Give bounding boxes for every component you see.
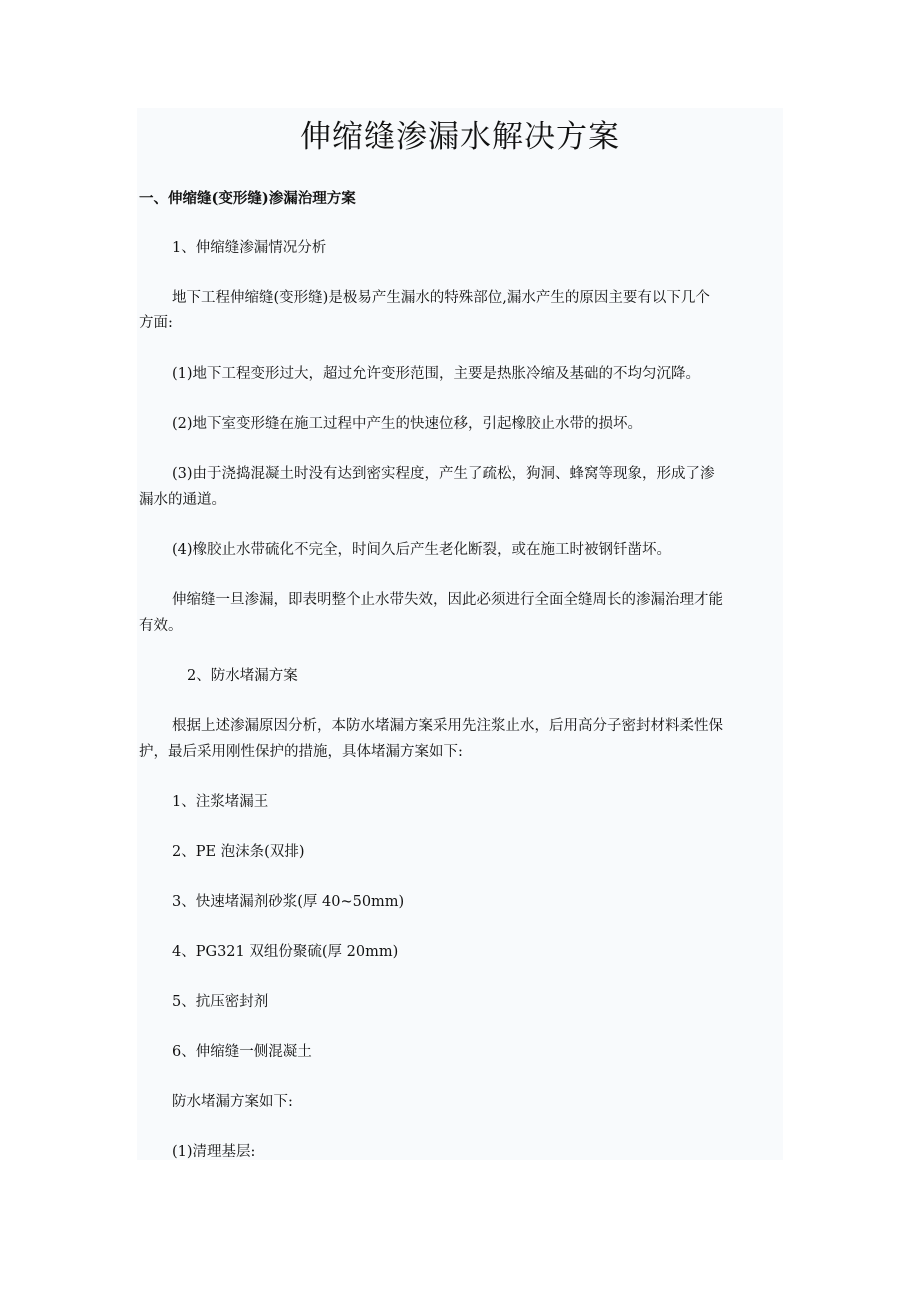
paragraph-line: (3)由于浇捣混凝土时没有达到密实程度，产生了疏松，狗洞、蜂窝等现象，形成了渗 <box>172 466 715 482</box>
list-item: 6、伸缩缝一侧混凝土 <box>172 1044 312 1060</box>
paragraph-line: (4)橡胶止水带硫化不完全，时间久后产生老化断裂，或在施工时被钢钎凿坏。 <box>172 542 672 558</box>
list-item: 4、PG321 双组份聚硫(厚 20mm) <box>172 944 399 960</box>
sub-heading-plan: 2、防水堵漏方案 <box>187 668 298 684</box>
list-item: 3、快速堵漏剂砂浆(厚 40~50mm) <box>172 894 405 910</box>
paragraph-line: 地下工程伸缩缝(变形缝)是极易产生漏水的特殊部位,漏水产生的原因主要有以下几个 <box>172 290 710 306</box>
list-item: 2、PE 泡沫条(双排) <box>172 844 305 860</box>
paragraph-line: 防水堵漏方案如下: <box>172 1094 293 1110</box>
paragraph-line: 漏水的通道。 <box>139 492 226 508</box>
sub-heading-analysis: 1、伸缩缝渗漏情况分析 <box>172 240 327 256</box>
paragraph-line: (1)清理基层: <box>172 1144 256 1160</box>
list-item: 1、注浆堵漏王 <box>172 794 269 810</box>
document-title: 伸缩缝渗漏水解决方案 <box>300 119 620 155</box>
paragraph-line: 方面: <box>139 315 173 331</box>
paragraph-line: 根据上述渗漏原因分析，本防水堵漏方案采用先注浆止水，后用高分子密封材料柔性保 <box>172 718 723 734</box>
section-heading: 一、伸缩缝(变形缝)渗漏治理方案 <box>139 190 356 207</box>
paragraph-line: 伸缩缝一旦渗漏，即表明整个止水带失效，因此必须进行全面全缝周长的渗漏治理才能 <box>172 592 723 608</box>
paragraph-line: (2)地下室变形缝在施工过程中产生的快速位移，引起橡胶止水带的损坏。 <box>172 416 643 432</box>
paragraph-line: 有效。 <box>139 618 183 634</box>
list-item: 5、抗压密封剂 <box>172 994 269 1010</box>
paragraph-line: (1)地下工程变形过大，超过允许变形范围，主要是热胀冷缩及基础的不均匀沉降。 <box>172 366 701 382</box>
paragraph-line: 护，最后采用刚性保护的措施，具体堵漏方案如下: <box>139 744 463 760</box>
